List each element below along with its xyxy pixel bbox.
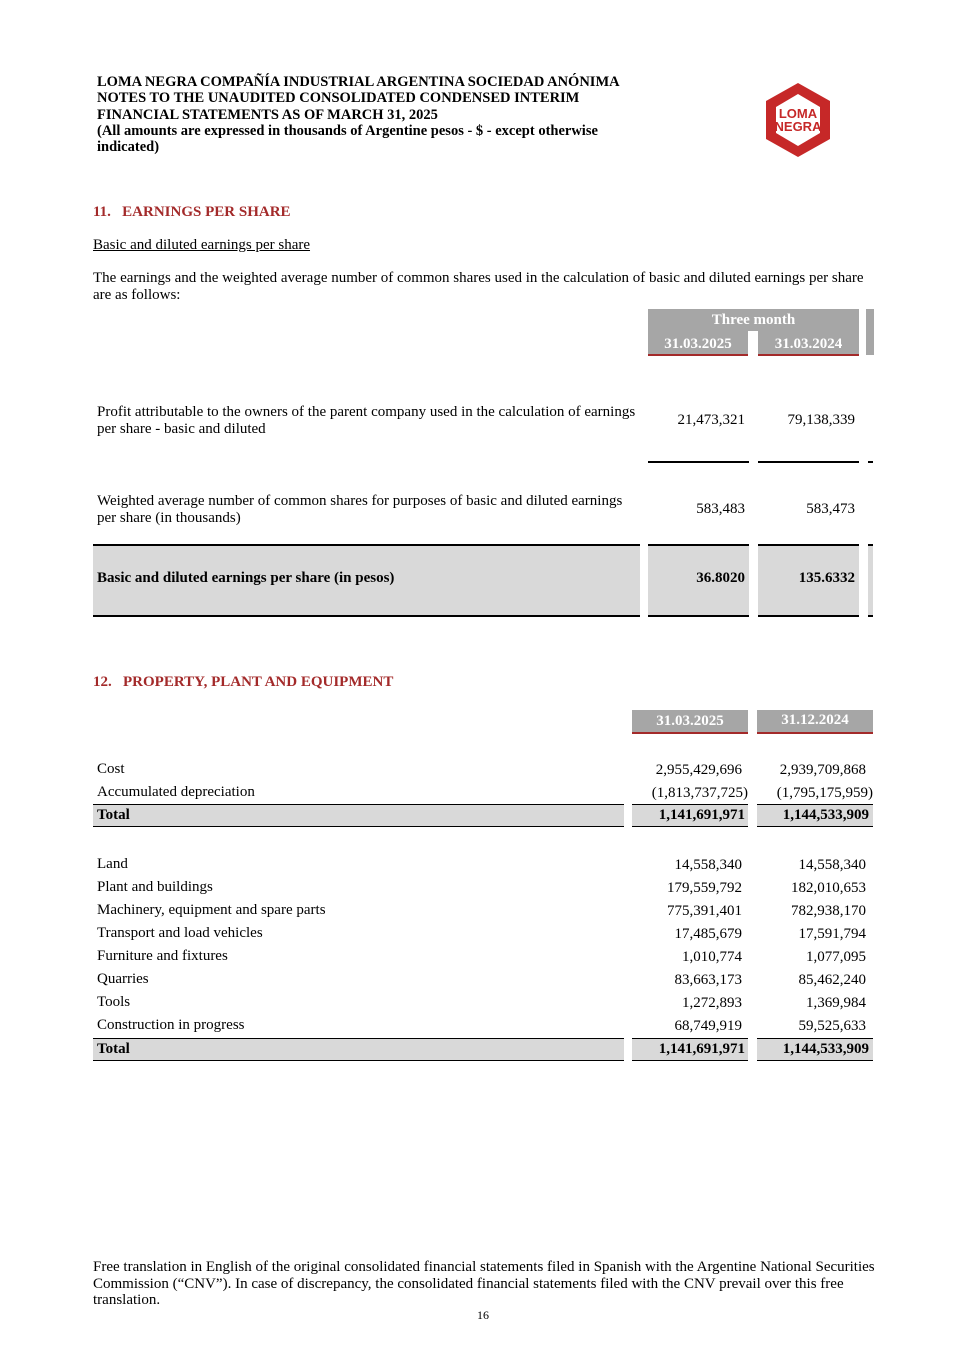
ppe-row-value: 59,525,633 (798, 1018, 866, 1034)
ppe-row-value: 17,485,679 (674, 926, 742, 942)
header-underline (648, 354, 748, 356)
ppe-row-value: 68,749,919 (674, 1018, 742, 1034)
logo-text-negra: NEGRA (774, 119, 822, 134)
period-header: Three month (648, 309, 859, 331)
ppe-row-label: Plant and buildings (97, 879, 213, 895)
eps-total-edge (868, 544, 873, 617)
ppe-row-value: 179,559,792 (667, 880, 742, 896)
ppe-row-label: Transport and load vehicles (97, 925, 263, 941)
ppe-row-value: 83,663,173 (674, 972, 742, 988)
ppe-row-value: 782,938,170 (791, 903, 866, 919)
ppe-row-label: Furniture and fixtures (97, 948, 228, 964)
header-line: (All amounts are expressed in thousands of Argentine pesos - $ - except otherwise (97, 122, 598, 139)
note12-col1-header: 31.03.2025 (632, 710, 748, 732)
ppe-total-label: Total (97, 807, 130, 823)
header-line: NOTES TO THE UNAUDITED CONSOLIDATED CONDENSED INTERIM (97, 90, 580, 107)
loma-negra-logo (758, 80, 838, 160)
ppe-row-value: 182,010,653 (791, 880, 866, 896)
note12-col2-header: 31.12.2024 (757, 710, 873, 732)
ppe-row-value: 1,272,893 (682, 995, 742, 1011)
header-underline (757, 732, 873, 734)
ppe-row-label: Accumulated depreciation (97, 784, 255, 800)
ppe-total-label: Total (97, 1041, 130, 1057)
note11-col2-header: 31.03.2024 (758, 331, 859, 355)
ppe-row-value: 1,077,095 (806, 949, 866, 965)
note11-title: 11. EARNINGS PER SHARE (93, 204, 291, 220)
ppe-row-value: 1,369,984 (806, 995, 866, 1011)
eps-total-label: Basic and diluted earnings per share (in pesos) (97, 570, 395, 586)
ppe-total-value: 1,141,691,971 (658, 1041, 745, 1057)
ppe-row-value: 2,955,429,696 (655, 762, 742, 778)
header-line: indicated) (97, 139, 160, 156)
eps-total-value: 135.6332 (798, 570, 855, 586)
ppe-row-value: (1,795,175,959) (776, 785, 873, 801)
ppe-total-value: 1,144,533,909 (782, 1041, 869, 1057)
header-line: LOMA NEGRA COMPAÑÍA INDUSTRIAL ARGENTINA SOCIEDAD ANÓNIMA (97, 74, 620, 90)
note11-col1-header: 31.03.2025 (648, 331, 748, 355)
ppe-row-value: 1,010,774 (682, 949, 742, 965)
ppe-total-row (93, 1038, 624, 1061)
eps-total-value: 36.8020 (696, 570, 745, 586)
page-number: 16 (477, 1308, 489, 1322)
ppe-row-label: Construction in progress (97, 1017, 245, 1033)
header-edge (866, 309, 874, 355)
ppe-row-label: Machinery, equipment and spare parts (97, 902, 326, 918)
ppe-row-value: 14,558,340 (674, 857, 742, 873)
rule (868, 461, 873, 463)
ppe-row-label: Cost (97, 761, 125, 777)
ppe-row-label: Tools (97, 994, 131, 1010)
eps-row-value: 583,483 (696, 501, 745, 517)
note11-intro: The earnings and the weighted average number of common shares used in the calculation of basic and diluted earnings per share are as follows: (93, 270, 864, 303)
footer-note: Free translation in English of the original consolidated financial statements filed in Spanish with the Argentine National Securities Commission (“CNV”). In case of discrepancy, the consolidated financial statements filed with the CNV prevail over this free translation. (93, 1259, 875, 1308)
ppe-row-label: Quarries (97, 971, 149, 987)
ppe-total-row (93, 804, 624, 827)
header-line: FINANCIAL STATEMENTS AS OF MARCH 31, 2025 (97, 106, 438, 123)
ppe-row-label: Land (97, 856, 128, 872)
eps-row-value: 21,473,321 (677, 412, 745, 428)
ppe-row-value: (1,813,737,725) (651, 785, 748, 801)
rule (648, 461, 749, 463)
logo-text-loma: LOMA (778, 106, 818, 121)
document-header (97, 74, 737, 155)
eps-row-label: Profit attributable to the owners of the parent company used in the calculation of earnings per share - basic and diluted (97, 404, 636, 437)
header-gap (748, 331, 758, 355)
ppe-row-value: 14,558,340 (798, 857, 866, 873)
eps-row-value: 79,138,339 (787, 412, 855, 428)
note12-title: 12. PROPERTY, PLANT AND EQUIPMENT (93, 674, 394, 690)
eps-row-label: Weighted average number of common shares for purposes of basic and diluted earnings per share (in thousands) (97, 493, 623, 526)
ppe-total-value: 1,144,533,909 (782, 807, 869, 823)
ppe-row-value: 2,939,709,868 (779, 762, 866, 778)
ppe-row-value: 775,391,401 (667, 903, 742, 919)
note11-subtitle: Basic and diluted earnings per share (93, 237, 311, 253)
ppe-row-value: 17,591,794 (798, 926, 866, 942)
ppe-row-value: 85,462,240 (798, 972, 866, 988)
ppe-total-value: 1,141,691,971 (658, 807, 745, 823)
header-underline (632, 732, 748, 734)
eps-row-value: 583,473 (806, 501, 855, 517)
header-underline (758, 354, 859, 356)
rule (758, 461, 859, 463)
